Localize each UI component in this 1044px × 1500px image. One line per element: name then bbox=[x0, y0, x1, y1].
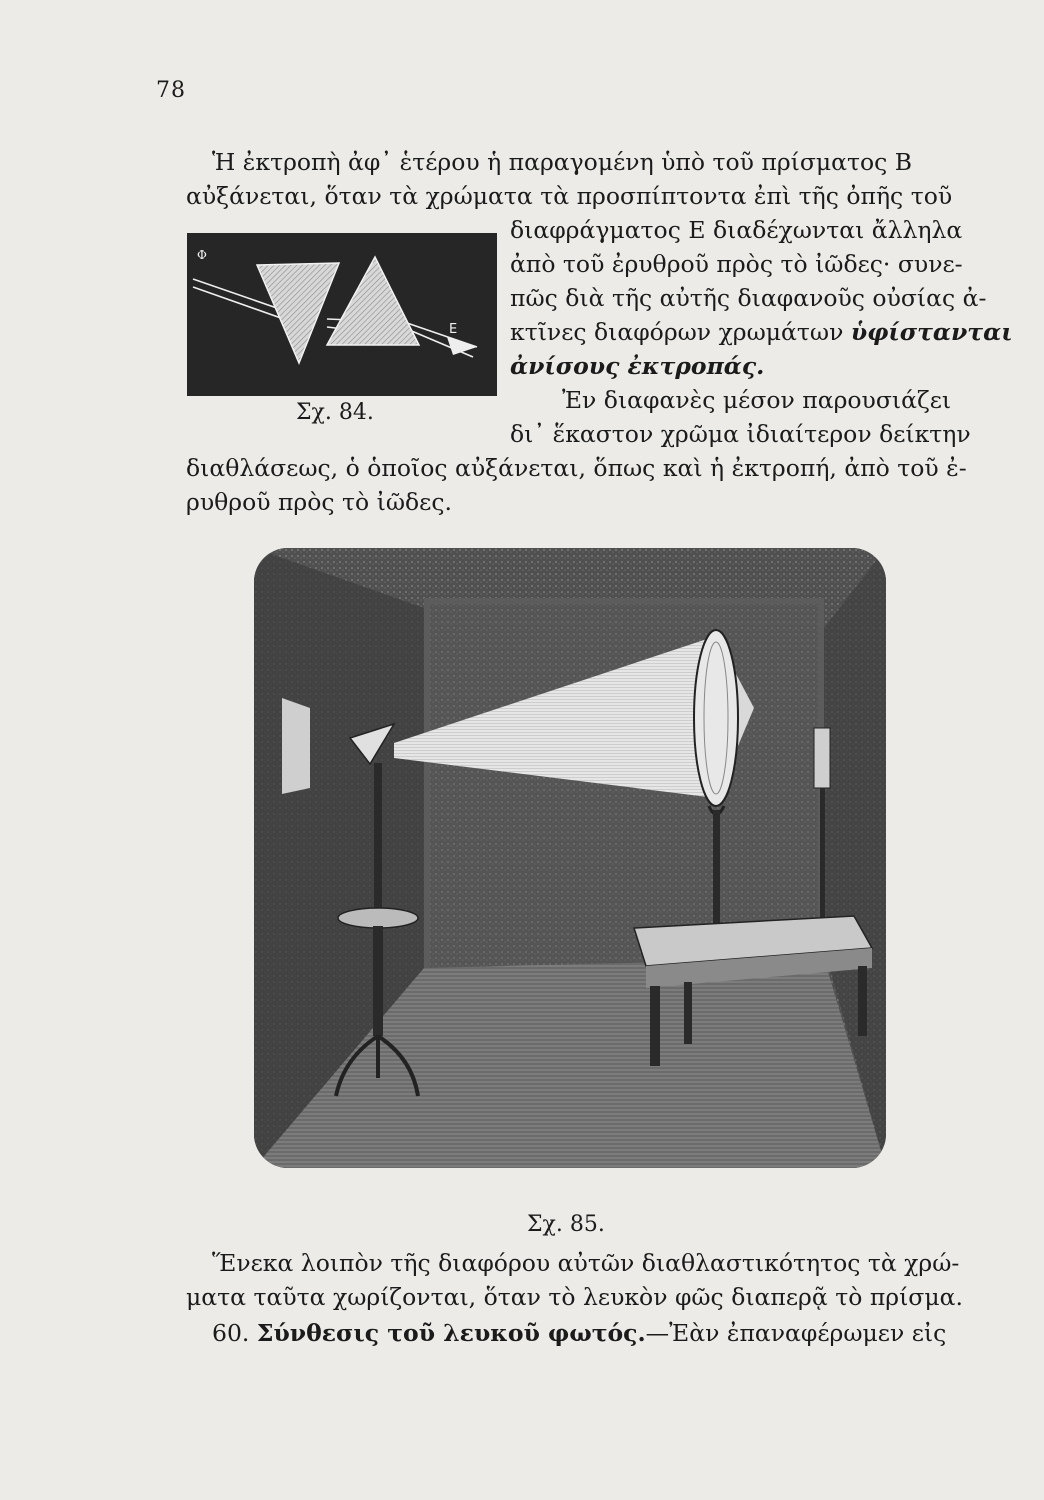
text-line: Ἕνεκα λοιπὸν τῆς διαφόρου αὐτῶν διαθλαστικότητος τὰ χρώ- bbox=[212, 1249, 960, 1277]
lens bbox=[694, 630, 738, 806]
text-line: ἀπὸ τοῦ ἐρυθροῦ πρὸς τὸ ἰῶδες· συνε- bbox=[510, 250, 963, 278]
figure-84-prisms bbox=[187, 233, 497, 396]
page-number: 78 bbox=[156, 78, 186, 103]
text-line: ρυθροῦ πρὸς τὸ ἰῶδες. bbox=[186, 488, 452, 516]
section-60-heading bbox=[212, 1319, 947, 1347]
text-line: αὐξάνεται, ὅταν τὰ χρώματα τὰ προσπίπτοντα ἐπὶ τῆς ὀπῆς τοῦ bbox=[186, 182, 953, 210]
figure-85-caption: Σχ. 85. bbox=[527, 1212, 605, 1237]
label-e: E bbox=[449, 322, 458, 337]
section-number: 60. bbox=[212, 1319, 250, 1347]
section-text: —Ἐὰν ἐπαναφέρωμεν εἰς bbox=[645, 1319, 947, 1347]
text-line: δι᾽ ἕκαστον χρῶμα ἰδιαίτερον δείκτην bbox=[510, 420, 971, 448]
figure-85-lens-apparatus bbox=[254, 548, 886, 1168]
label-phi: Φ bbox=[197, 248, 207, 262]
text-line bbox=[510, 318, 1013, 346]
text-line: Ἡ ἐκτροπὴ ἀφ᾽ ἑτέρου ἡ παραγομένη ὑπὸ τοῦ πρίσματος Β bbox=[212, 148, 913, 176]
emphasis-text: ὑφίστανται bbox=[850, 318, 1013, 346]
text-segment: κτῖνες διαφόρων χρωμάτων bbox=[510, 318, 851, 346]
text-line: ματα ταῦτα χωρίζονται, ὅταν τὸ λευκὸν φῶς διαπερᾷ τὸ πρίσμα. bbox=[186, 1283, 963, 1311]
section-title: Σύνθεσις τοῦ λευκοῦ φωτός. bbox=[256, 1319, 646, 1347]
text-line: διαθλάσεως, ὁ ὁποῖος αὐξάνεται, ὅπως καὶ ἡ ἐκτροπή, ἀπὸ τοῦ ἐ- bbox=[186, 454, 967, 482]
text-line: πῶς διὰ τῆς αὐτῆς διαφανοῦς οὐσίας ἀ- bbox=[510, 284, 987, 312]
text-line: Ἐν διαφανὲς μέσον παρουσιάζει bbox=[562, 386, 952, 414]
figure-84-caption: Σχ. 84. bbox=[296, 400, 374, 425]
emphasis-text: ἀνίσους ἐκτροπάς. bbox=[510, 352, 765, 380]
text-line: διαφράγματος Ε διαδέχωνται ἄλληλα bbox=[510, 216, 963, 244]
